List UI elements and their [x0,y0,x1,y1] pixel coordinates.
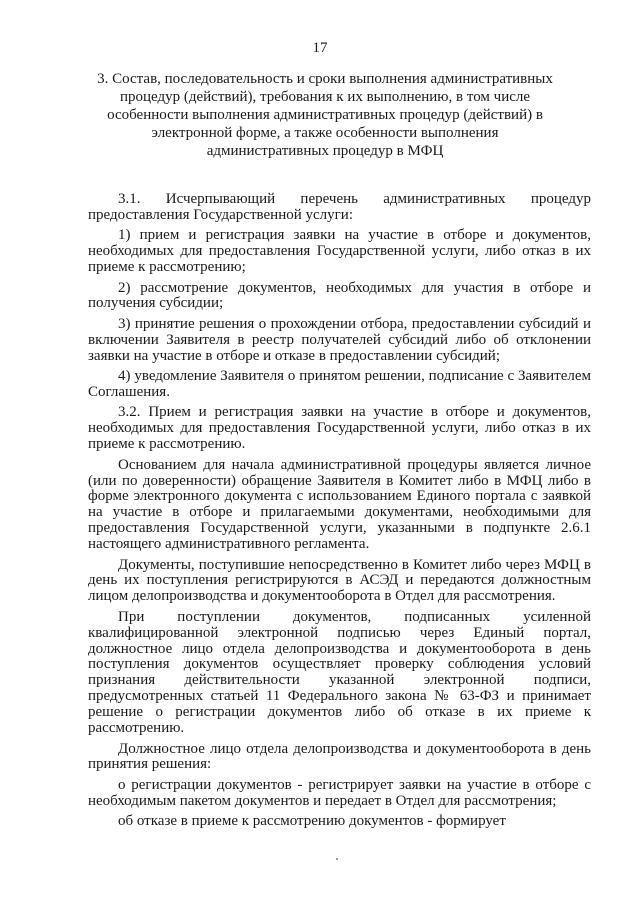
paragraph: об отказе в приеме к рассмотрению документов - формирует [118,813,506,830]
paragraph: 4) уведомление Заявителя о принятом решении, подписание с Заявителем Соглашения. [88,368,591,400]
section-heading: 3. Состав, последовательность и сроки выполнения административных процедур (действий), требования к их выполнению, в том числе особенности выполнения административных процедур (действий) в электронной форме, а также особенности выполнения административных процедур в МФЦ [97,71,553,159]
paragraph: Документы, поступившие непосредственно в Комитет либо через МФЦ в день их поступления регистрируются в АСЭД и передаются должностным лицом делопроизводства и документооборота в Отдел для рассмотрения. [88,556,591,605]
paragraph: Должностное лицо отдела делопроизводства и документооборота в день принятия решения: [88,740,591,773]
paragraph: 3) принятие решения о прохождении отбора, предоставлении субсидий и включении Заявителя в реестр получателей субсидий либо об отклонении заявки на участие в отборе и отказе в предоставлении субсидий; [88,315,591,364]
paragraph: Основанием для начала административной процедуры является личное (или по доверенности) обращение Заявителя в Комитет либо в МФЦ либо в форме электронного документа с использованием Единого портала с заявкой на участие в отборе и прилагаемыми документами, необходимыми для предоставления Государственной услуги, указанными в подпункте 2.6.1 настоящего административного регламента. [88,456,591,553]
paragraph: 2) рассмотрение документов, необходимых для участия в отборе и получения субсидии; [88,279,591,312]
paragraph: 1) прием и регистрация заявки на участие в отборе и документов, необходимых для предоставления Государственной услуги, либо отказ в их приеме к рассмотрению; [88,227,591,276]
scan-speck [336,858,338,860]
document-body [88,192,591,835]
paragraph: о регистрации документов - регистрирует заявки на участие в отборе с необходимым пакетом документов и передает в Отдел для рассмотрения; [88,776,591,809]
page-number: 17 [312,40,328,56]
paragraph: 3.2. Прием и регистрация заявки на участие в отборе и документов, необходимых для предоставления Государственной услуги, либо отказ в их приеме к рассмотрению. [88,404,591,453]
paragraph: 3.1. Исчерпывающий перечень административных процедур предоставления Государственной услуги: [88,191,591,223]
paragraph: При поступлении документов, подписанных усиленной квалифицированной электронной подписью через Единый портал, должностное лицо отдела делопроизводства и документооборота в день поступления документов осуществляет проверку соблюдения условий признания действительности указанной электронной подписи, предусмотренных статьей 11 Федерального закона № 63-ФЗ и принимает решение о регистрации документов либо об отказе в их приеме к рассмотрению. [88,608,591,737]
